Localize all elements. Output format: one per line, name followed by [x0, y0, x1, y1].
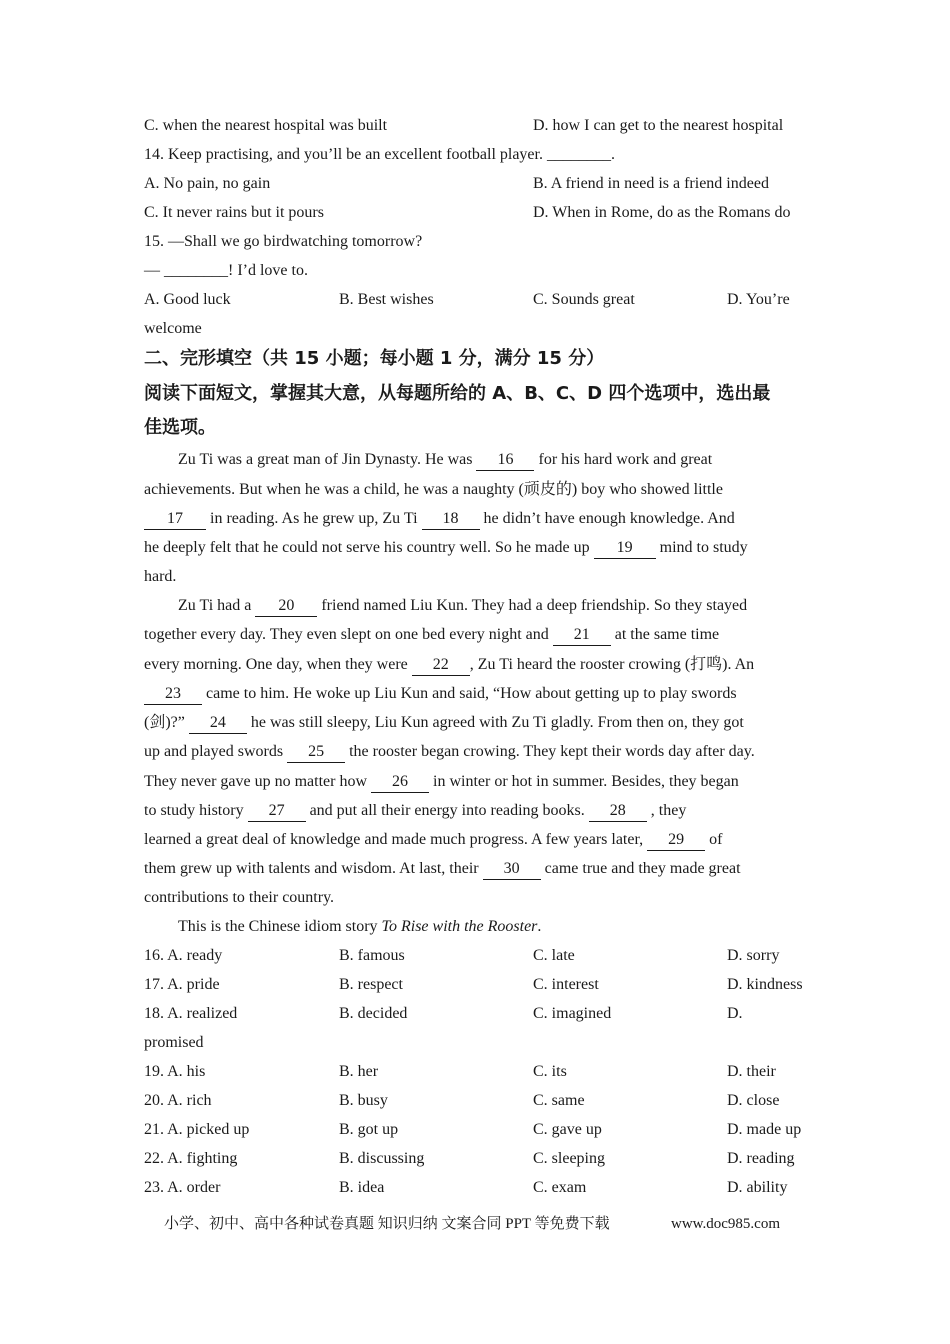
section-title: 二、完形填空（共 15 小题；每小题 1 分，满分 15 分） [144, 348, 605, 369]
option-d: D. close [727, 1092, 780, 1109]
option-c: C. interest [533, 976, 599, 993]
option-a: 17. A. pride [144, 976, 220, 993]
passage-line: This is the Chinese idiom story To Rise with the Rooster. [178, 918, 542, 935]
passage-line: together every day. They even slept on one bed every night and 21 at the same time [144, 620, 719, 649]
footer-text: 小学、初中、高中各种试卷真题 知识归纳 文案合同 PPT 等免费下载 [164, 1216, 610, 1232]
passage-line: he deeply felt that he could not serve his country well. So he made up 19 mind to study [144, 533, 748, 562]
option-c: C. exam [533, 1179, 587, 1196]
option-b: B. idea [339, 1179, 385, 1196]
option-d: D. reading [727, 1150, 795, 1167]
option-d: D. sorry [727, 947, 780, 964]
section-instruction-2: 佳选项。 [144, 417, 216, 438]
option-a: 21. A. picked up [144, 1121, 250, 1138]
passage-line: hard. [144, 568, 177, 585]
option-c: C. late [533, 947, 575, 964]
option-b: B. decided [339, 1005, 408, 1022]
section-instruction-1: 阅读下面短文，掌握其大意，从每题所给的 A、B、C、D 四个选项中，选出最 [144, 383, 771, 404]
blank-20: 20 [255, 596, 317, 617]
option-d: D. ability [727, 1179, 788, 1196]
passage-line: every morning. One day, when they were 22 , Zu Ti heard the rooster crowing (打鸣). An [144, 650, 754, 679]
blank-24: 24 [189, 713, 247, 734]
option-b: B. got up [339, 1121, 399, 1138]
option-a: 20. A. rich [144, 1092, 212, 1109]
option-a: 22. A. fighting [144, 1150, 238, 1167]
q14-option-c: C. It never rains but it pours [144, 204, 324, 221]
blank-29: 29 [647, 830, 705, 851]
option-d: D. their [727, 1063, 776, 1080]
option-a: 18. A. realized [144, 1005, 238, 1022]
option-b: B. respect [339, 976, 403, 993]
idiom-title: To Rise with the Rooster [381, 918, 538, 935]
option-b: B. famous [339, 947, 405, 964]
option-c: C. its [533, 1063, 567, 1080]
q15-option-d-wrap: welcome [144, 320, 202, 337]
passage-line: learned a great deal of knowledge and made much progress. A few years later, 29 of [144, 825, 722, 854]
option-d-wrap: promised [144, 1034, 204, 1051]
q15-option-a: A. Good luck [144, 291, 231, 308]
passage-line: They never gave up no matter how 26 in winter or hot in summer. Besides, they began [144, 767, 739, 796]
q13-option-d: D. how I can get to the nearest hospital [533, 117, 784, 134]
passage-line: 17 in reading. As he grew up, Zu Ti 18 he didn’t have enough knowledge. And [144, 504, 735, 533]
blank-23: 23 [144, 684, 202, 705]
blank-18: 18 [422, 509, 480, 530]
option-a: 19. A. his [144, 1063, 206, 1080]
option-c: C. gave up [533, 1121, 602, 1138]
footer-url[interactable]: www.doc985.com [671, 1216, 781, 1232]
q15-option-d: D. You’re [727, 291, 790, 308]
passage-line: (剑)?” 24 he was still sleepy, Liu Kun agreed with Zu Ti gladly. From then on, they got [144, 708, 744, 737]
passage-line: to study history 27 and put all their energy into reading books. 28 , they [144, 796, 686, 825]
passage-line: achievements. But when he was a child, he was a naughty (顽皮的) boy who showed little [144, 481, 723, 498]
option-d: D. [727, 1005, 743, 1022]
q15-reply: — ________! I’d love to. [144, 262, 308, 279]
q14-option-d: D. When in Rome, do as the Romans do [533, 204, 791, 221]
blank-30: 30 [483, 859, 541, 880]
blank-17: 17 [144, 509, 206, 530]
option-c: C. sleeping [533, 1150, 605, 1167]
q13-option-c: C. when the nearest hospital was built [144, 117, 388, 134]
blank-26: 26 [371, 772, 429, 793]
q14-option-a: A. No pain, no gain [144, 175, 271, 192]
option-d: D. kindness [727, 976, 803, 993]
option-c: C. imagined [533, 1005, 612, 1022]
blank-22: 22 [412, 655, 470, 676]
blank-16: 16 [476, 450, 534, 471]
option-a: 23. A. order [144, 1179, 221, 1196]
option-b: B. busy [339, 1092, 388, 1109]
option-a: 16. A. ready [144, 947, 223, 964]
option-b: B. discussing [339, 1150, 425, 1167]
q15-stem: 15. —Shall we go birdwatching tomorrow? [144, 233, 423, 250]
passage-line: 23 came to him. He woke up Liu Kun and said, “How about getting up to play swords [144, 679, 737, 708]
option-c: C. same [533, 1092, 585, 1109]
option-b: B. her [339, 1063, 379, 1080]
q15-option-b: B. Best wishes [339, 291, 434, 308]
footer [164, 1212, 781, 1236]
blank-19: 19 [594, 538, 656, 559]
q14-option-b: B. A friend in need is a friend indeed [533, 175, 769, 192]
blank-28: 28 [589, 801, 647, 822]
blank-21: 21 [553, 625, 611, 646]
q15-option-c: C. Sounds great [533, 291, 635, 308]
q14-stem: 14. Keep practising, and you’ll be an excellent football player. ________. [144, 146, 615, 163]
passage-line: contributions to their country. [144, 889, 335, 906]
passage-line: Zu Ti was a great man of Jin Dynasty. He was 16 for his hard work and great [144, 445, 712, 474]
passage-line: up and played swords 25 the rooster began crowing. They kept their words day after day. [144, 737, 755, 766]
blank-25: 25 [287, 742, 345, 763]
passage-line: them grew up with talents and wisdom. At last, their 30 came true and they made great [144, 854, 741, 883]
blank-27: 27 [248, 801, 306, 822]
passage-line: Zu Ti had a 20 friend named Liu Kun. They had a deep friendship. So they stayed [144, 591, 747, 620]
option-d: D. made up [727, 1121, 802, 1138]
